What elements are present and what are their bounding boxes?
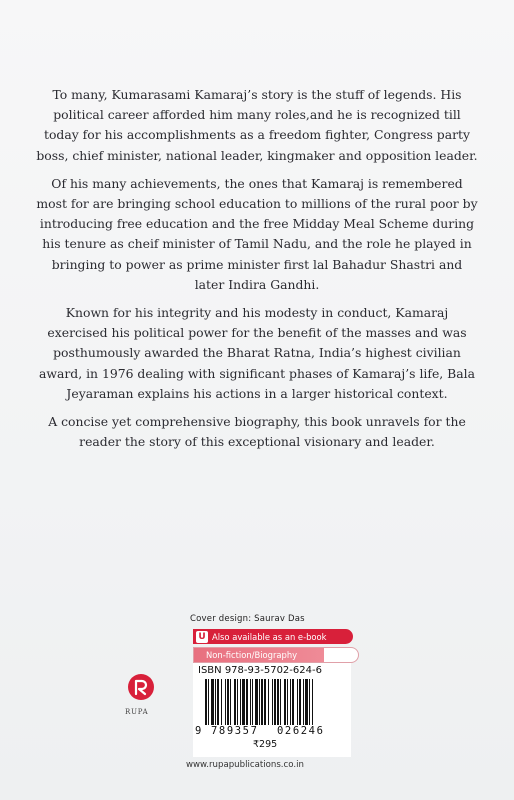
barcode-image <box>203 679 343 725</box>
genre-banner <box>193 647 359 663</box>
genre-label: Non-fiction/Biography <box>206 650 298 660</box>
ebook-banner <box>193 629 353 644</box>
barcode-digit-first: 9 <box>195 725 202 737</box>
barcode-panel <box>193 663 351 757</box>
blurb-text <box>36 85 478 460</box>
isbn-number: ISBN 978-93-5702-624-6 <box>198 665 322 676</box>
ebook-label: Also available as an e-book <box>212 631 327 642</box>
barcode-digits-right: 026246 <box>277 725 325 737</box>
rupa-logo-icon <box>127 673 155 701</box>
cover-design-credit: Cover design: Saurav Das <box>190 614 305 624</box>
publisher-website: www.rupapublications.co.in <box>186 760 304 770</box>
blurb-paragraph-1: To many, Kumarasami Kamaraj’s story is the stuff of legends. His political career afforded him many roles,and he is recognized till today for his accomplishments as a freedom fighter, Congress party boss, chief minister, national leader, kingmaker and opposition leader. <box>36 87 478 163</box>
price-label: ₹295 <box>253 739 278 750</box>
barcode-digits-left: 789357 <box>211 725 259 737</box>
ebook-icon: U <box>196 631 208 643</box>
blurb-paragraph-3: Known for his integrity and his modesty in conduct, Kamaraj exercised his political power for the benefit of the masses and was posthumously awarded the Bharat Ratna, India’s highest civilian award, in 1976 dealing with significant phases of Kamaraj’s life, Bala Jeyaraman explains his actions in a larger historical context. <box>38 305 476 401</box>
publisher-name: RUPA <box>125 708 149 716</box>
blurb-paragraph-2: Of his many achievements, the ones that Kamaraj is remembered most for are bringing school education to millions of the rural poor by introducing free education and the free Midday Meal Scheme during his tenure as cheif minister of Tamil Nadu, and the role he played in bringing to power as prime minister first lal Bahadur Shastri and later Indira Gandhi. <box>36 175 478 292</box>
blurb-paragraph-4: A concise yet comprehensive biography, this book unravels for the reader the story of this exceptional visionary and leader. <box>48 414 466 450</box>
